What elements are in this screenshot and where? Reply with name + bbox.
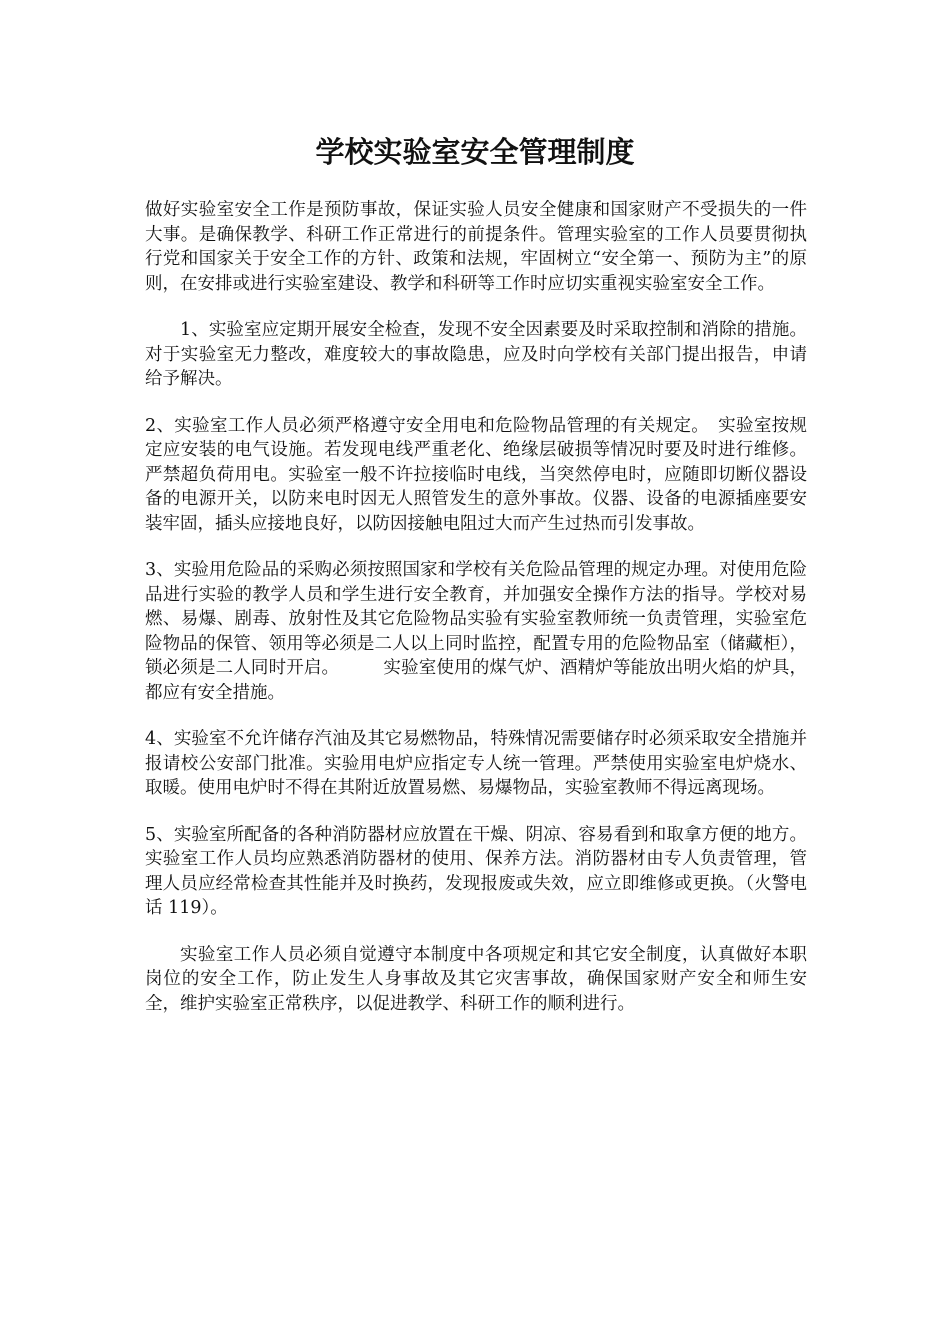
rule-4-paragraph: 4、实验室不允许储存汽油及其它易燃物品，特殊情况需要储存时必须采取安全措施并报请校公安部门批准。实验用电炉应指定专人统一管理。严禁使用实验室电炉烧水、取暖。使用电炉时不得在其附近放置易燃、易爆物品，实验室教师不得远离现场。 [145,729,807,798]
document-body [145,198,807,1038]
document-title: 学校实验室安全管理制度 [315,135,635,169]
closing-paragraph: 实验室工作人员必须自觉遵守本制度中各项规定和其它安全制度，认真做好本职岗位的安全工作，防止发生人身事故及其它灾害事故，确保国家财产安全和师生安全，维护实验室正常秩序，以促进教学、科研工作的顺利进行。 [145,944,807,1014]
rule-5-paragraph: 5、实验室所配备的各种消防器材应放置在干燥、阴凉、容易看到和取拿方便的地方。实验室工作人员均应熟悉消防器材的使用、保养方法。消防器材由专人负责管理，管理人员应经常检查其性能并及时换药，发现报废或失效，应立即维修或更换。（火警电话 119）。 [145,824,807,918]
rule-1-paragraph: 1、实验室应定期开展安全检查，发现不安全因素要及时采取控制和消除的措施。对于实验室无力整改，难度较大的事故隐患，应及时向学校有关部门提出报告，申请给予解决。 [145,320,807,389]
rule-3-paragraph: 3、实验用危险品的采购必须按照国家和学校有关危险品管理的规定办理。对使用危险品进行实验的教学人员和学生进行安全教育，并加强安全操作方法的指导。学校对易燃、易爆、剧毒、放射性及其它危险物品实验有实验室教师统一负责管理，实验室危险物品的保管、领用等必须是二人以上同时监控，配置专用的危险物品室（储藏柜），锁必须是二人同时开启。 实验室使用的煤气炉、酒精炉等能放出明火焰的炉具，都应有安全措施。 [145,560,807,703]
rule-2-paragraph: 2、实验室工作人员必须严格遵守安全用电和危险物品管理的有关规定。 实验室按规定应安装的电气设施。若发现电线严重老化、绝缘层破损等情况时要及时进行维修。严禁超负荷用电。实验室一般不许拉接临时电线，当突然停电时，应随即切断仪器设备的电源开关，以防来电时因无人照管发生的意外事故。仪器、设备的电源插座要安装牢固，插头应接地良好，以防因接触电阻过大而产生过热而引发事故。 [145,415,807,534]
intro-paragraph: 做好实验室安全工作是预防事故，保证实验人员安全健康和国家财产不受损失的一件大事。是确保教学、科研工作正常进行的前提条件。管理实验室的工作人员要贯彻执行党和国家关于安全工作的方针、政策和法规，牢固树立“安全第一、预防为主”的原则，在安排或进行实验室建设、教学和科研等工作时应切实重视实验室安全工作。 [145,200,807,294]
